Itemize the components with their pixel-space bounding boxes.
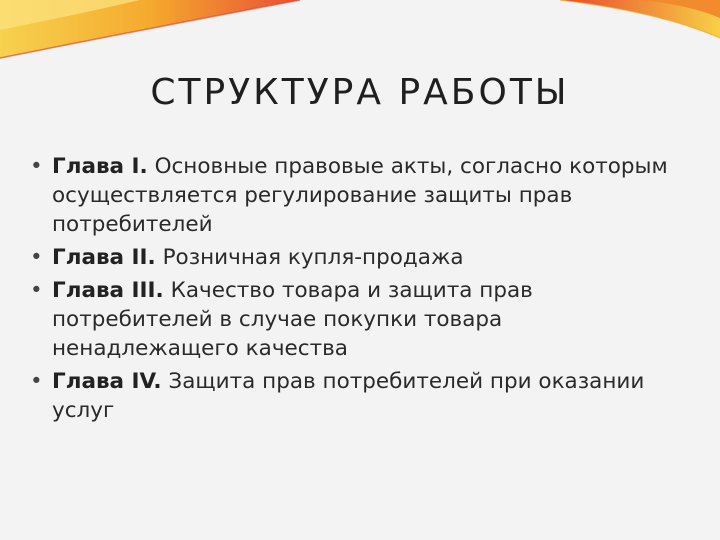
list-item bbox=[30, 276, 680, 363]
bullet-list bbox=[30, 152, 680, 429]
list-item bbox=[30, 152, 680, 239]
bullet-icon: • bbox=[30, 245, 43, 270]
list-item bbox=[30, 367, 680, 425]
bullet-icon: • bbox=[30, 154, 43, 179]
chapter-heading: Глава I. bbox=[52, 154, 148, 179]
top-decoration bbox=[0, 0, 720, 70]
chapter-heading: Глава II. bbox=[52, 245, 156, 270]
chapter-text: Основные правовые акты, согласно которым осуществляется регулирование защиты прав потребителей bbox=[52, 154, 668, 237]
chapter-text: Розничная купля-продажа bbox=[155, 245, 464, 270]
bullet-icon: • bbox=[30, 369, 43, 394]
bullet-icon: • bbox=[30, 278, 43, 303]
chapter-text: Защита прав потребителей при оказании услуг bbox=[52, 369, 645, 423]
chapter-heading: Глава III. bbox=[52, 278, 164, 303]
slide-title: СТРУКТУРА РАБОТЫ bbox=[150, 72, 570, 113]
chapter-heading: Глава IV. bbox=[52, 369, 162, 394]
chapter-text: Качество товара и защита прав потребителей в случае покупки товара ненадлежащего качества bbox=[52, 278, 533, 361]
list-item bbox=[30, 243, 680, 272]
